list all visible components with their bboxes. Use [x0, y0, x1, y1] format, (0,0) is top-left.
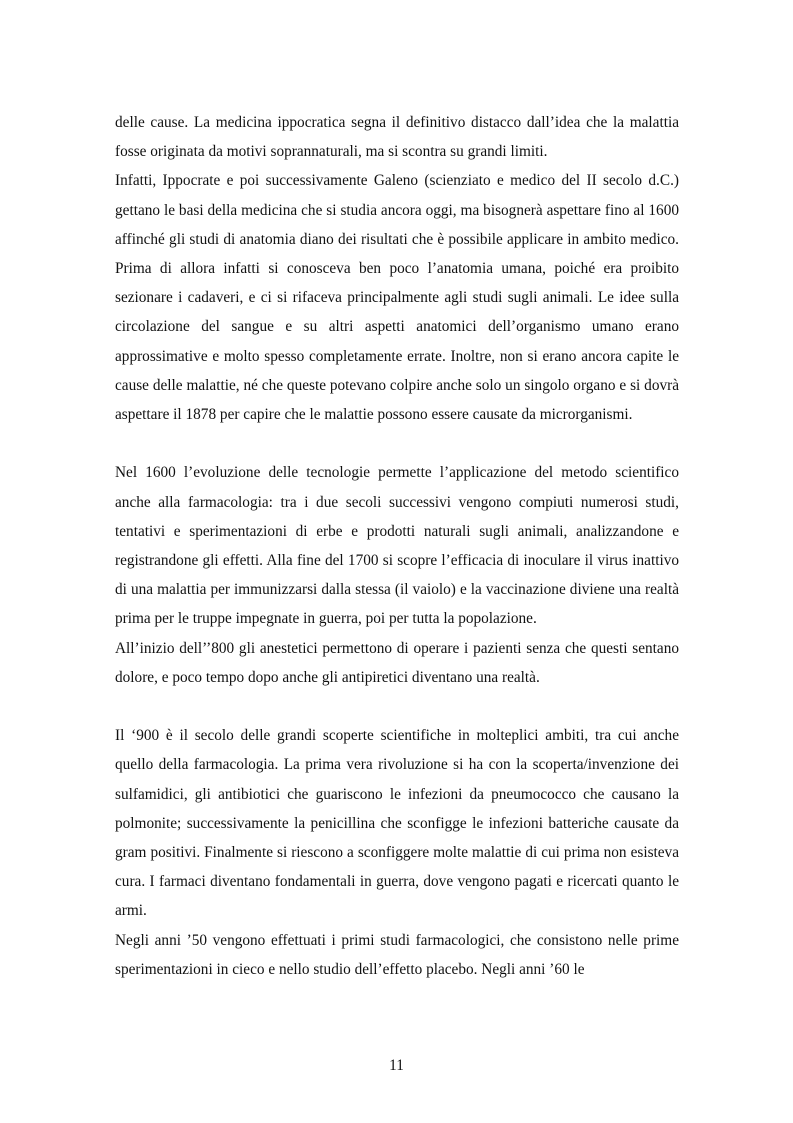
paragraph-1900-discoveries: Il ‘900 è il secolo delle grandi scoperte scientifiche in molteplici ambiti, tra cui anche quello della farmacologia. La prima vera rivoluzione si ha con la scoperta/invenzione dei sulfamidici, gli antibiotici che guariscono le infezioni da pneumococco che causano la polmonite; successivamente la penicillina che sconfigge le infezioni batteriche causate da gram positivi. Finalmente si riescono a sconfiggere molte malattie di cui prima non esisteva cura. I farmaci diventano fondamentali in guerra, dove vengono pagati e ricercati quanto le armi. [115, 727, 679, 920]
page-number: 11 [389, 1057, 404, 1074]
paragraph-1800-anesthetics: All’inizio dell’’800 gli anestetici permettono di operare i pazienti senza che questi sentano dolore, e poco tempo dopo anche gli antipiretici diventano una realtà. [115, 639, 679, 686]
page-body [115, 108, 679, 984]
paragraph-1950-studies: Negli anni ’50 vengono effettuati i primi studi farmacologici, che consistono nelle prime sperimentazioni in cieco e nello studio dell’effetto placebo. Negli anni ’60 le [115, 931, 679, 978]
paragraph-hippocrates-galen: Infatti, Ippocrate e poi successivamente Galeno (scienziato e medico del II secolo d.C.) gettano le basi della medicina che si studia ancora oggi, ma bisognerà aspettare fino al 1600 affinché gli studi di anatomia diano dei risultati che è possibile applicare in ambito medico. Prima di allora infatti si conosceva ben poco l’anatomia umana, poiché era proibito sezionare i cadaveri, e ci si rifaceva principalmente agli studi sugli animali. Le idee sulla circolazione del sangue e su altri aspetti anatomici dell’organismo umano erano approssimative e molto spesso completamente errate. Inoltre, non si erano ancora capite le cause delle malattie, né che queste potevano colpire anche solo un singolo organo e si dovrà aspettare il 1878 per capire che le malattie possono essere causate da microrganismi. [115, 172, 679, 424]
paragraph-1600-pharmacology: Nel 1600 l’evoluzione delle tecnologie permette l’applicazione del metodo scientifico anche alla farmacologia: tra i due secoli successivi vengono compiuti numerosi studi, tentativi e sperimentazioni di erbe e prodotti naturali sugli animali, analizzandone e registrandone gli effetti. Alla fine del 1700 si scopre l’efficacia di inoculare il virus inattivo di una malattia per immunizzarsi dalla stessa (il vaiolo) e la vaccinazione diviene una realtà prima per le truppe impegnate in guerra, poi per tutta la popolazione. [115, 464, 679, 628]
paragraph-causes-continuation: delle cause. La medicina ippocratica segna il definitivo distacco dall’idea che la malattia fosse originata da motivi soprannaturali, ma si scontra su grandi limiti. [115, 114, 679, 161]
